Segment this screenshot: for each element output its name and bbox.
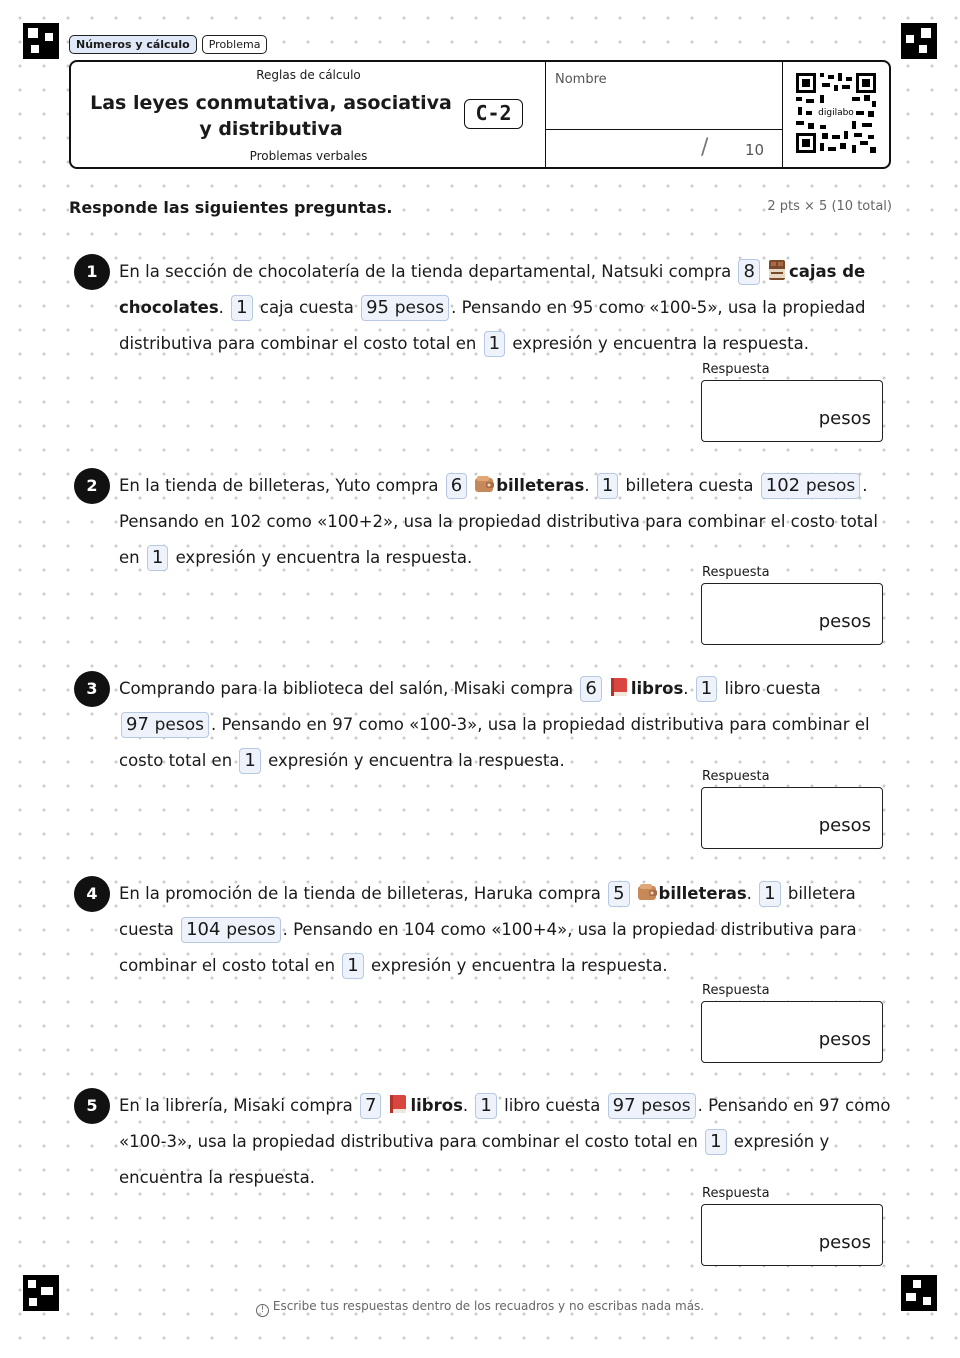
- answer-unit: pesos: [818, 1029, 871, 1050]
- price-unit: pesos: [226, 920, 276, 940]
- footer-note: [0, 1299, 960, 1317]
- price-unit: pesos: [394, 298, 445, 318]
- problem-number: 4: [74, 876, 110, 912]
- text-part: .: [462, 1096, 469, 1115]
- text-part: En la promoción de la tienda de billeteras, Haruka compra: [119, 884, 601, 903]
- answer-label: Respuesta: [702, 769, 770, 784]
- problem-number: 3: [74, 671, 110, 707]
- item-name: billeteras: [658, 884, 747, 903]
- type-tag: Problema: [202, 35, 268, 54]
- worksheet-header: [69, 60, 891, 169]
- answer-unit: pesos: [818, 1232, 871, 1253]
- price-box: [181, 917, 280, 943]
- price-value: 102: [765, 475, 801, 496]
- category-label: Reglas de cálculo: [256, 68, 361, 82]
- item-name: libros: [630, 679, 684, 698]
- item-name: libros: [410, 1096, 463, 1115]
- price-value: 95: [366, 297, 390, 318]
- footer-text: Escribe tus respuestas dentro de los recuadros y no escribas nada más.: [272, 1299, 705, 1313]
- answer-box[interactable]: [701, 787, 883, 849]
- text-part: . Pensando en 95 como «100-5», usa la propiedad distributiva para combinar el costo total en: [119, 298, 866, 353]
- quantity-box: 5: [608, 881, 629, 907]
- instructions-text: Responde las siguientes preguntas.: [69, 198, 393, 217]
- subject-tag: Números y cálculo: [69, 35, 197, 54]
- score-total: 10: [745, 141, 765, 159]
- unit-count-box: 1: [231, 295, 252, 321]
- text-part: expresión y encuentra la respuesta.: [512, 334, 809, 353]
- wallet-icon: [473, 473, 495, 495]
- unit-count-box: 1: [597, 473, 618, 499]
- text-part: . Pensando en 102 como «100+2», usa la propiedad distributiva para combinar el costo total en: [119, 476, 878, 567]
- tag-row: [69, 35, 267, 54]
- text-part: billetera cuesta: [119, 884, 856, 939]
- text-part: expresión y encuentra la respuesta.: [268, 751, 565, 770]
- price-box: [608, 1093, 696, 1119]
- price-value: 104: [186, 919, 221, 940]
- page-title: Las leyes conmutativa, asociativa y distributiva: [90, 92, 452, 140]
- red-book-icon: [608, 676, 630, 698]
- worksheet-code: C-2: [464, 99, 523, 129]
- quantity-box: 7: [360, 1093, 381, 1119]
- expression-count-box: 1: [484, 331, 505, 357]
- problem-text: [119, 468, 899, 576]
- answer-label: Respuesta: [702, 1186, 770, 1201]
- answer-label: Respuesta: [702, 362, 770, 377]
- wallet-icon: [636, 881, 658, 903]
- title-section: [71, 62, 546, 167]
- problem-number: 5: [74, 1088, 110, 1124]
- problem-text: [119, 254, 899, 362]
- answer-box[interactable]: [701, 380, 883, 442]
- quantity-box: 6: [446, 473, 467, 499]
- problem-number: 1: [74, 254, 110, 290]
- text-part: billetera cuesta: [625, 476, 754, 495]
- price-unit: pesos: [805, 476, 856, 496]
- text-part: En la tienda de billeteras, Yuto compra: [119, 476, 439, 495]
- exclamation-circle-icon: !: [256, 1304, 269, 1317]
- text-part: expresión y encuentra la respuesta.: [370, 956, 668, 975]
- text-part: caja cuesta: [259, 298, 354, 317]
- expression-count-box: 1: [705, 1129, 726, 1155]
- unit-count-box: 1: [696, 676, 717, 702]
- red-book-icon: [387, 1093, 409, 1115]
- expression-count-box: 1: [342, 953, 363, 979]
- text-part: .: [584, 476, 590, 495]
- price-value: 97: [126, 714, 149, 735]
- price-box: [361, 295, 449, 321]
- answer-box[interactable]: [701, 1204, 883, 1266]
- item-name: cajas de chocolates: [119, 262, 866, 317]
- registration-marker-top-left: [23, 23, 59, 59]
- quantity-box: 8: [738, 259, 759, 285]
- price-box: [761, 473, 860, 499]
- name-field-label: Nombre: [555, 72, 607, 87]
- text-part: .: [218, 298, 224, 317]
- price-box: [121, 712, 209, 738]
- score-slash: /: [701, 135, 709, 160]
- subtitle-label: Problemas verbales: [249, 149, 368, 163]
- answer-box[interactable]: [701, 583, 883, 645]
- text-part: libro cuesta: [504, 1096, 601, 1115]
- answer-unit: pesos: [818, 611, 871, 632]
- expression-count-box: 1: [147, 545, 168, 571]
- text-part: En la librería, Misaki compra: [119, 1096, 353, 1115]
- text-part: expresión y encuentra la respuesta.: [175, 548, 473, 567]
- text-part: Comprando para la biblioteca del salón, Misaki compra: [119, 679, 574, 698]
- expression-count-box: 1: [239, 748, 260, 774]
- price-unit: pesos: [641, 1096, 691, 1116]
- qr-label: digilabo: [818, 108, 854, 118]
- item-name: billeteras: [496, 476, 585, 495]
- unit-count-box: 1: [759, 881, 780, 907]
- unit-count-box: 1: [475, 1093, 496, 1119]
- text-part: . Pensando en 97 como «100-3», usa la propiedad distributiva para combinar el costo total en: [119, 715, 870, 770]
- qr-section: [782, 62, 889, 167]
- qr-code-icon: [794, 71, 878, 155]
- answer-label: Respuesta: [702, 983, 770, 998]
- answer-unit: pesos: [818, 408, 871, 429]
- quantity-box: 6: [580, 676, 601, 702]
- points-info: 2 pts × 5 (10 total): [767, 199, 892, 214]
- text-part: .: [683, 679, 689, 698]
- problem-number: 2: [74, 468, 110, 504]
- chocolate-box-icon: [766, 259, 788, 281]
- answer-label: Respuesta: [702, 565, 770, 580]
- problem-text: [119, 671, 899, 779]
- problem-text: [119, 876, 899, 984]
- text-part: .: [746, 884, 752, 903]
- score-divider: [546, 129, 782, 130]
- text-part: expresión y encuentra la respuesta.: [119, 1132, 830, 1187]
- problem-text: [119, 1088, 899, 1196]
- price-unit: pesos: [154, 715, 205, 735]
- answer-unit: pesos: [818, 815, 871, 836]
- text-part: . Pensando en 97 como «100-3», usa la propiedad distributiva para combinar el costo total en: [119, 1096, 891, 1151]
- text-part: . Pensando en 104 como «100+4», usa la propiedad distributiva para combinar el costo total en: [119, 920, 857, 975]
- price-value: 97: [612, 1095, 636, 1116]
- text-part: libro cuesta: [724, 679, 821, 698]
- registration-marker-top-right: [901, 23, 937, 59]
- text-part: En la sección de chocolatería de la tienda departamental, Natsuki compra: [119, 262, 732, 281]
- answer-box[interactable]: [701, 1001, 883, 1063]
